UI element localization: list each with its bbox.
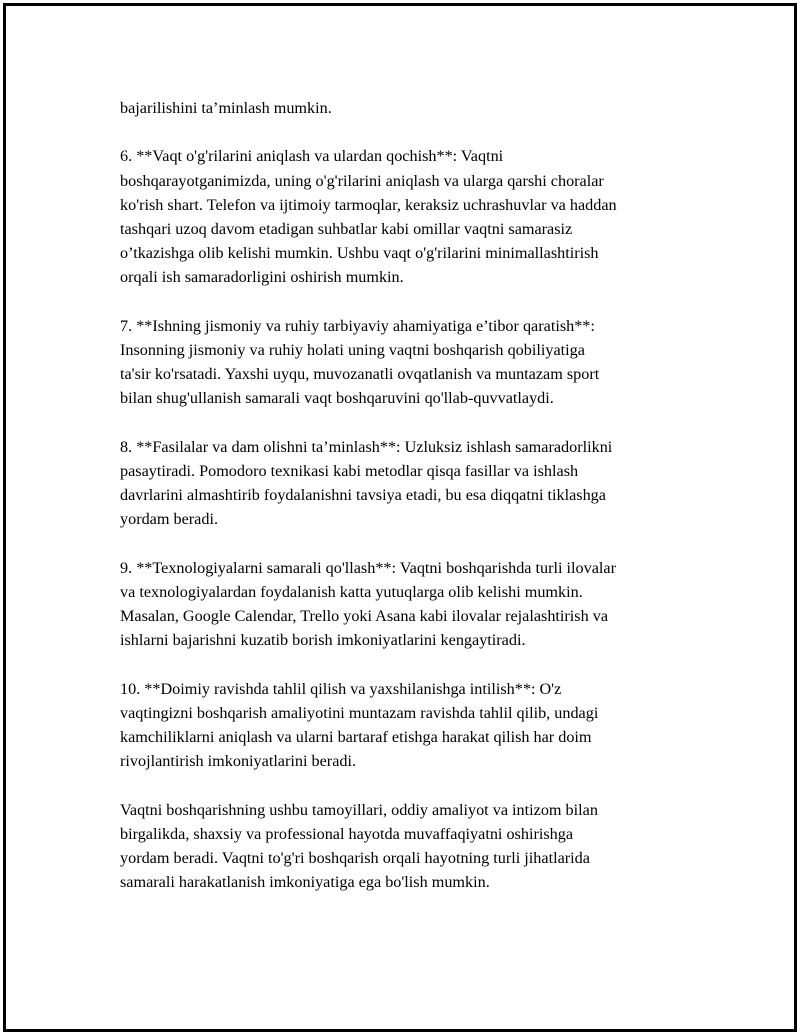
text-line: 10. **Doimiy ravishda tahlil qilish va yaxshilanishga intilish**: O'z (120, 679, 562, 698)
page-frame (3, 3, 797, 1032)
text-line: 9. **Texnologiyalarni samarali qo'llash**: Vaqtni boshqarishda turli ilovalar (120, 558, 617, 577)
text-line: birgalikda, shaxsiy va professional hayotda muvaffaqiyatni oshirishga (120, 825, 574, 843)
text-line: yordam beradi. (120, 510, 218, 529)
document-body (120, 96, 700, 919)
paragraph-item-7 (120, 314, 700, 411)
text-line: yordam beradi. Vaqtni to'g'ri boshqarish orqali hayotning turli jihatlarida (120, 849, 590, 868)
text-line: kamchiliklarni aniqlash va ularni bartaraf etishga harakat qilish har doim (120, 728, 592, 747)
text-line: samarali harakatlanish imkoniyatiga ega bo'lish mumkin. (120, 873, 490, 892)
text-line: orqali ish samaradorligini oshirish mumkin. (120, 268, 404, 287)
paragraph-item-9 (120, 556, 700, 653)
text-line: Vaqtni boshqarishning ushbu tamoyillari, oddiy amaliyot va intizom bilan (120, 800, 598, 819)
paragraph-conclusion (120, 798, 700, 895)
text-line: o’tkazishga olib kelishi mumkin. Ushbu vaqt o'g'rilarini minimallashtirish (120, 244, 599, 263)
text-line: bilan shug'ullanish samarali vaqt boshqaruvini qo'llab-quvvatlaydi. (120, 389, 554, 408)
text-line: pasaytiradi. Pomodoro texnikasi kabi metodlar qisqa fasillar va ishlash (120, 462, 579, 480)
text-line: 7. **Ishning jismoniy va ruhiy tarbiyaviy ahamiyatiga e’tibor qaratish**: (120, 316, 595, 335)
text-line: Masalan, Google Calendar, Trello yoki Asana kabi ilovalar rejalashtirish va (120, 607, 609, 626)
text-line: rivojlantirish imkoniyatlarini beradi. (120, 752, 357, 771)
paragraph-item-6 (120, 144, 700, 289)
text-line: bajarilishini ta’minlash mumkin. (120, 99, 332, 117)
text-line: ta'sir ko'rsatadi. Yaxshi uyqu, muvozanatli ovqatlanish va muntazam sport (120, 365, 600, 384)
text-line: tashqari uzoq davom etadigan suhbatlar kabi omillar vaqtni samarasiz (120, 220, 573, 238)
text-line: davrlarini almashtirib foydalanishni tavsiya etadi, bu esa diqqatni tiklashga (120, 486, 606, 505)
paragraph-item-8 (120, 435, 700, 532)
text-line: boshqarayotganimizda, uning o'g'rilarini aniqlash va ularga qarshi choralar (120, 171, 604, 190)
paragraph-item-10 (120, 677, 700, 774)
text-line: vaqtingizni boshqarish amaliyotini muntazam ravishda tahlil qilib, undagi (120, 704, 599, 722)
text-line: 6. **Vaqt o'g'rilarini aniqlash va ulardan qochish**: Vaqtni (120, 147, 504, 166)
text-line: va texnologiyalardan foydalanish katta yutuqlarga olib kelishi mumkin. (120, 583, 583, 601)
text-line: 8. **Fasilalar va dam olishni ta’minlash**: Uzluksiz ishlash samaradorlikni (120, 437, 613, 456)
text-line: ishlarni bajarishni kuzatib borish imkoniyatlarini kengaytiradi. (120, 631, 526, 650)
text-line: ko'rish shart. Telefon va ijtimoiy tarmoqlar, keraksiz uchrashuvlar va haddan (120, 195, 617, 214)
text-line: Insonning jismoniy va ruhiy holati uning vaqtni boshqarish qobiliyatiga (120, 341, 585, 359)
paragraph-continuation (120, 96, 700, 120)
